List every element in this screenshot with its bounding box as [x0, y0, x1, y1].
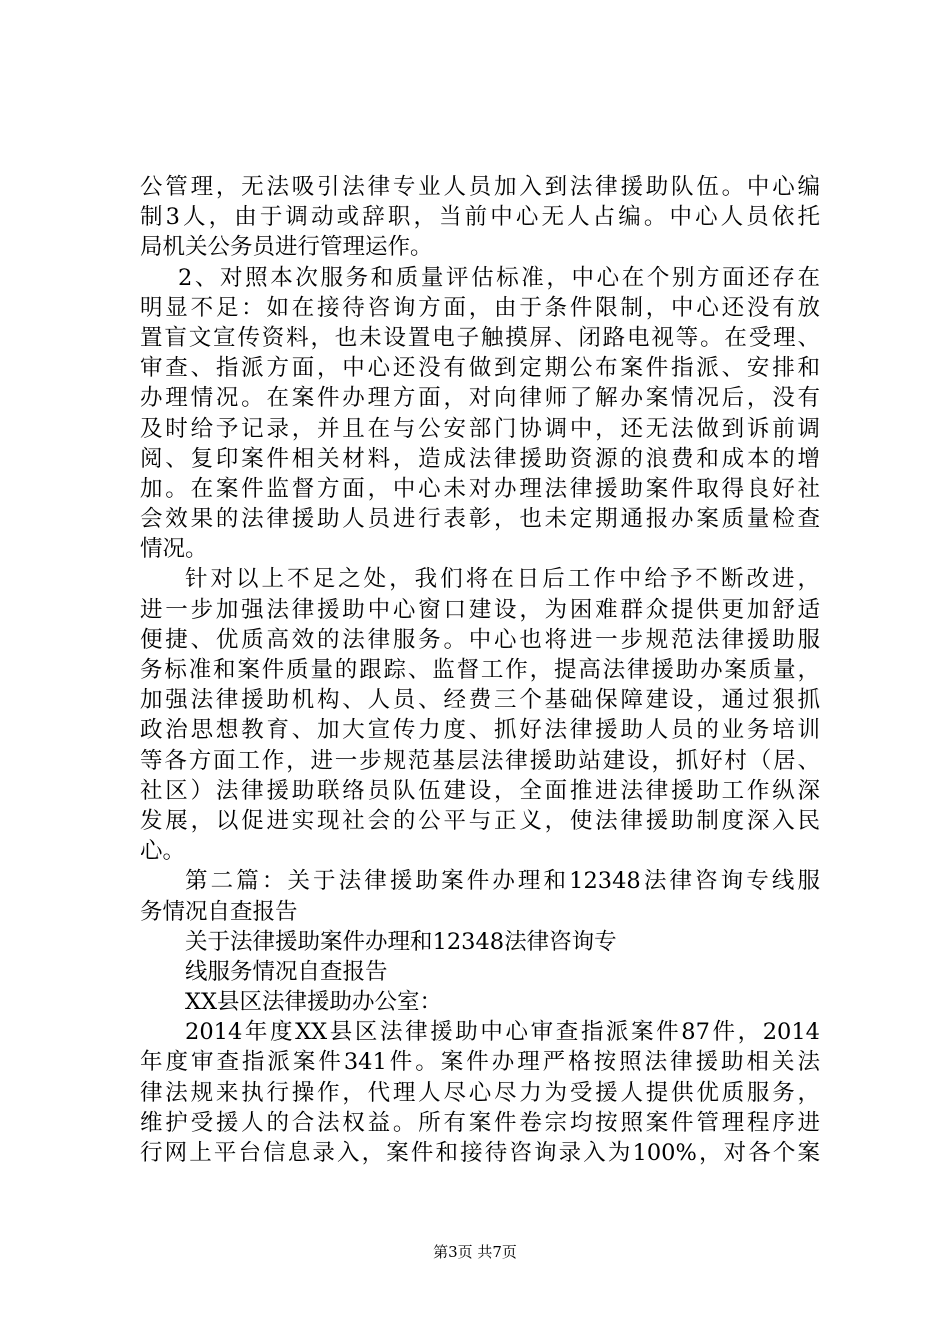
text-line: 发展，以促进实现社会的公平与正义，使法律援助制度深入民 [140, 807, 820, 834]
text-line: 制3人，由于调动或辞职，当前中心无人占编。中心人员依托 [140, 204, 820, 231]
text-line: 阅、复印案件相关材料，造成法律援助资源的浪费和成本的增 [140, 445, 820, 472]
text-line: 律法规来执行操作，代理人尽心尽力为受援人提供优质服务， [140, 1079, 820, 1106]
text-line: 加。在案件监督方面，中心未对办理法律援助案件取得良好社 [140, 475, 820, 502]
text-line: 等各方面工作，进一步规范基层法律援助站建设，抓好村（居、 [140, 747, 820, 774]
text-line: 进一步加强法律援助中心窗口建设，为困难群众提供更加舒适 [140, 596, 820, 623]
text-line: 政治思想教育、加大宣传力度、抓好法律援助人员的业务培训 [140, 717, 820, 744]
text-line: 会效果的法律援助人员进行表彰，也未定期通报办案质量检查 [140, 506, 820, 533]
text-line: 维护受援人的合法权益。所有案件卷宗均按照案件管理程序进 [140, 1109, 820, 1136]
text-line: 加强法律援助机构、人员、经费三个基础保障建设，通过狠抓 [140, 687, 820, 714]
text-line: 2、对照本次服务和质量评估标准，中心在个别方面还存在 [178, 264, 820, 291]
text-line: 社区）法律援助联络员队伍建设，全面推进法律援助工作纵深 [140, 777, 820, 804]
text-line: 务情况自查报告 [140, 898, 298, 925]
text-line: 及时给予记录，并且在与公安部门协调中，还无法做到诉前调 [140, 415, 820, 442]
text-line: 局机关公务员进行管理运作。 [140, 234, 433, 261]
text-line: 针对以上不足之处，我们将在日后工作中给予不断改进， [185, 566, 820, 593]
text-line: 便捷、优质高效的法律服务。中心也将进一步规范法律援助服 [140, 626, 820, 653]
text-line: 2014年度XX县区法律援助中心审查指派案件87件，2014 [185, 1019, 820, 1046]
text-line: XX县区法律援助办公室： [185, 989, 443, 1016]
text-line: 行网上平台信息录入，案件和接待咨询录入为100%，对各个案 [140, 1140, 820, 1166]
text-line: 置盲文宣传资料，也未设置电子触摸屏、闭路电视等。在受理、 [140, 324, 820, 351]
text-line: 年度审查指派案件341件。案件办理严格按照法律援助相关法 [140, 1049, 820, 1076]
document-body [140, 172, 820, 1168]
text-line: 心。 [140, 838, 186, 865]
page-footer: 第3页 共7页 [433, 1243, 517, 1261]
text-line: 明显不足：如在接待咨询方面，由于条件限制，中心还没有放 [140, 294, 820, 321]
text-line: 务标准和案件质量的跟踪、监督工作，提高法律援助办案质量， [140, 657, 820, 683]
text-line: 第二篇：关于法律援助案件办理和12348法律咨询专线服 [185, 868, 820, 895]
text-line: 情况。 [140, 536, 208, 563]
text-line: 审查、指派方面，中心还没有做到定期公布案件指派、安排和 [140, 355, 820, 382]
text-line: 关于法律援助案件办理和12348法律咨询专 [185, 928, 617, 955]
text-line: 办理情况。在案件办理方面，对向律师了解办案情况后，没有 [140, 385, 820, 412]
text-line: 公管理，无法吸引法律专业人员加入到法律援助队伍。中心编 [140, 174, 820, 200]
text-line: 线服务情况自查报告 [185, 958, 388, 985]
